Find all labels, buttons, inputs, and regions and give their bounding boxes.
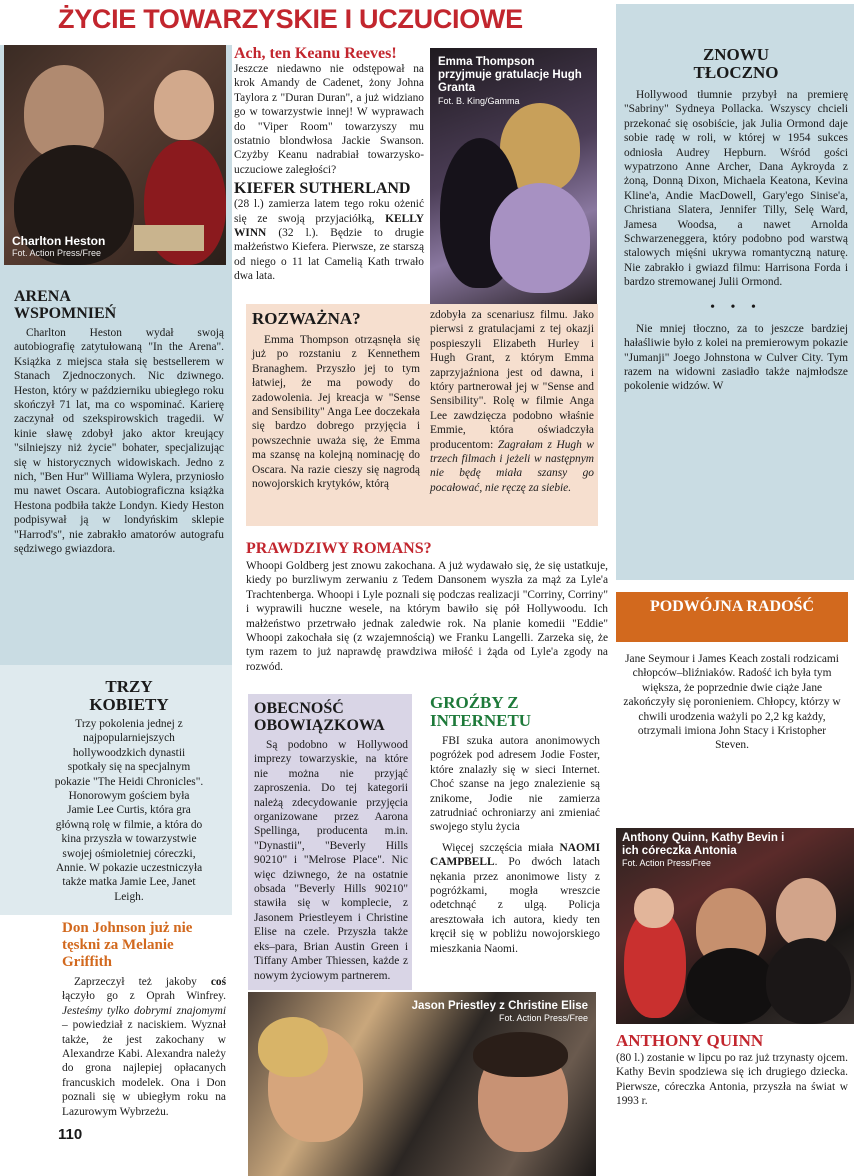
photo-caption bbox=[438, 56, 590, 107]
photo-figure bbox=[634, 888, 674, 928]
rozwazna-body: Emma Thompson otrząsnęła się już po rozstaniu z Kennethem Branaghem. Przyszło jej to tym łatwiej, że ma powody do zadowolenia. Jej kreacja w "Sense and Sensibility" Anga Lee doczekała się bardzo dobrego przyjęcia i powszechnie uważa się, że Emma ma szansę na kolejną nominację do Oscara. Na razie cieszy się nagrodą nowojorskich krytyków, którą bbox=[252, 334, 420, 491]
romans-heading: PRAWDZIWY ROMANS? bbox=[246, 540, 432, 557]
caption-credit: Fot. Action Press/Free bbox=[498, 1013, 588, 1023]
trzy-body: Trzy pokolenia jednej z najpopularniejszych hollywoodzkich dynastii spotkały się na specjalnym pokazie "The Heidi Chronicles". Honorowym gościem była Jamie Lee Curtis, która gra główną rolę w filmie, a która do kina przyszła w towarzystwie swojej ośmioletniej córeczki, Annie. W pokazie uczestniczyła także matka Jamie Lee, Janet Leigh. bbox=[54, 718, 204, 903]
romans-body: Whoopi Goldberg jest znowu zakochana. A już wydawało się, że się ustatkuje, kiedy po burzliwym zerwaniu z Tedem Dansonem wyszła za mąż za Lyle'a Trachtenberga. Whoopi i Lyle poznali się podczas realizacji "Corriny, Corriny" i wyprawili huczne wesele, na którym bawiło się pół Hollywoodu. Ich małżeństwo przetrwało jednak zaledwie rok. Na planie komedii "Eddie" Whoopi zakochała się (z wzajemnością) we Franku Langelli. Zarzeka się, że tym razem to już naprawdę prawdziwa miłość i żąda od Lyle'a zgody na rozwód. bbox=[246, 560, 608, 673]
keanu-section bbox=[234, 45, 424, 284]
podwojna-body: Jane Seymour i James Keach zostali rodzicami chłopców–bliźniaków. Radość ich była tym większa, że poprzednie dwie ciąże Jane zakończyły się poronieniem. Chłopcy, którzy w chwili urodzenia ważyli po 2,2 kg każdy, otrzymali imiona John Stacy i Kristopher Steven. bbox=[623, 653, 841, 752]
quinn-section bbox=[616, 1032, 848, 1109]
photo-jason-priestley bbox=[248, 992, 596, 1176]
romans-section bbox=[246, 540, 608, 674]
photo-charlton-heston bbox=[4, 45, 226, 265]
caption-title: Jason Priestley z Christine Elise bbox=[411, 1000, 588, 1012]
photo-figure bbox=[154, 70, 214, 140]
photo-figure bbox=[473, 1032, 568, 1077]
caption-title: Anthony Quinn, Kathy Bevin i ich córeczka Antonia bbox=[622, 832, 785, 857]
kiefer-body: (28 l.) zamierza latem tego roku ożenić się ze swoją przyjaciółką, KELLY WINN (32 l.). Będzie to drugie małżeństwo Kiefera. Pierwsze, ze starszą od niego o 11 lat Camelią Kath trwało dwa lata. bbox=[234, 198, 424, 283]
photo-caption bbox=[622, 832, 802, 869]
znowu-body-2: Nie mniej tłoczno, za to jeszcze bardziej hałaśliwie było z kolei na premierowym pokazie "Jumanji" Joego Johnstona w Culver City. Tym razem na widowni zasiadło także najmłodsze pokolenie widzów. W bbox=[624, 322, 848, 393]
grozby-body-2: Więcej szczęścia miała NAOMI CAMPBELL. Po dwóch latach nękania przez anonimowe listy z pogróżkami, mogła wreszcie odetchnąć z ulgą. Policja aresztowała ich autora, kiedy ten kręcił się w pobliżu nowojorskiego mieszkania Naomi. bbox=[430, 841, 600, 955]
caption-credit: Fot. B. King/Gamma bbox=[438, 96, 520, 106]
grozby-body: FBI szuka autora anonimowych pogróżek pod adresem Jodie Foster, które znalazły się w sieci Internet. Choć szanse na jego znalezienie są znikome, Jodie nie zamierza zatrudniać ochroniarzy ani zmieniać swojego stylu życia bbox=[430, 735, 600, 834]
keanu-body: Jeszcze niedawno nie odstępował na krok Amandy de Cadenet, żony Johna Taylora z "Duran Duran", a już widziano go w towarzystwie innej! W wyprawach do "Viper Room" towarzyszy mu ostatnio blondwłosa Jackie Swanson. Czyżby Keanu nadrabiał towarzysko-uczuciowe zaległości? bbox=[234, 63, 424, 176]
photo-caption bbox=[412, 1000, 588, 1024]
rozwazna-body-2: zdobyła za scenariusz filmu. Jako pierwsi z gratulacjami z tej okazji pospieszyli Elizabeth Hurley i Hugh Grant, z którym Emma zaprzyjaźniona jest od dawna, i który partnerował jej w "Sense and Sensibility". Rolę w filmie Anga Lee zawdzięcza podobno właśnie Emmie, która oświadczyła producentom: Zagrałam z Hugh w trzech filmach i jeżeli w następnym nie będę miała szansy go pocałować, nie ręczę za siebie. bbox=[430, 309, 595, 494]
keanu-heading: Ach, ten Keanu Reeves! bbox=[234, 45, 397, 62]
don-body: Zaprzeczył też jakoby coś łączyło go z Oprah Winfrey. Jesteśmy tylko dobrymi znajomymi – powiedział z naciskiem. Wyznał także, że jest zakochany w Alexandrze Kabi. Alexandra należy do grona najlepiej opłacanych francuskich modelek. Ona i Don poznali się w ubiegłym roku na Lazurowym Wybrzeżu. bbox=[62, 976, 226, 1118]
arena-heading: ARENA WSPOMNIEŃ bbox=[14, 288, 117, 322]
rozwazna-continued bbox=[430, 308, 594, 495]
photo-anthony-quinn bbox=[616, 828, 854, 1024]
section-separator: • • • bbox=[710, 299, 762, 315]
arena-body: Charlton Heston wydał swoją autobiografię zatytułowaną "In the Arena". Książka z miejsca stała się bestsellerem w Stanach Zjednoczonych. Nic dziwnego. Heston, który w październiku ubiegłego roku skończył 71 lat, ma co wspominać. Karierę zaczynał od szekspirowskich tragedii. W kinie sławę zdobył jako aktor kreujący "silniejszy niż życie" bohater, specjalizując się w historycznych widowiskach. Jedno z nich, "Ben Hur" Williama Wylera, przyniosło mu nawet Oscara. Autobiograficzna książka Hestona podbiła także Londyn. Kiedy Heston podpisywał ją w londyńskim sklepie "Harrod's", nie zabrakło amatorów autografu sędziwego gwiazdora. bbox=[14, 327, 224, 556]
photo-figure bbox=[490, 183, 590, 293]
rozwazna-section bbox=[252, 310, 420, 491]
kiefer-heading: KIEFER SUTHERLAND bbox=[234, 180, 411, 198]
trzy-heading: TRZY KOBIETY bbox=[89, 677, 169, 714]
caption-credit: Fot. Action Press/Free bbox=[12, 248, 102, 258]
photo-emma-thompson bbox=[430, 48, 597, 304]
photo-figure bbox=[766, 938, 851, 1024]
trzy-section bbox=[54, 678, 204, 904]
photo-figure bbox=[686, 948, 776, 1024]
obecnosc-body: Są podobno w Hollywood imprezy towarzyskie, na które nie można nie przyjąć zaproszenia. Do tej kategorii należą zdecydowanie przyjęcia organizowane przez Aarona Spellinga, producenta m.in. "Dynastii", "Beverly Hills 90210" i "Melrose Place". Nic więc dziwnego, że na ostatnie obsada "Beverly Hills 90210" stawiła się w komplecie, z Jasonem Priestleyem i Christine Elise na czele. Przyszła także eks–para, Brian Austin Green i Tiffany Amber Thiessen, każde z nowym życiowym partnerem. bbox=[254, 739, 408, 982]
don-section bbox=[62, 920, 226, 1119]
quinn-heading: ANTHONY QUINN bbox=[616, 1031, 764, 1050]
znowu-section bbox=[624, 46, 848, 394]
don-heading: Don Johnson już nie tęskni za Melanie Griffith bbox=[62, 920, 193, 970]
grozby-heading: GROŹBY Z INTERNETU bbox=[430, 693, 532, 730]
grozby-section bbox=[430, 694, 600, 956]
quinn-body: (80 l.) zostanie w lipcu po raz już trzynasty ojcem. Kathy Bevin spodziewa się ich drugiego dziecka. Pierwsze, córeczka Antonia, przyszła na świat w 1993 r. bbox=[616, 1052, 848, 1108]
photo-caption bbox=[12, 234, 105, 259]
caption-title: Emma Thompson przyjmuje gratulacje Hugh Granta bbox=[438, 56, 582, 94]
photo-book-stack bbox=[134, 225, 204, 251]
page-number: 110 bbox=[58, 1126, 83, 1143]
obecnosc-heading: OBECNOŚĆ OBOWIĄZKOWA bbox=[254, 700, 385, 734]
photo-figure bbox=[258, 1017, 328, 1077]
znowu-body: Hollywood tłumnie przybył na premierę "Sabriny" Sydneya Pollacka. Wszyscy chcieli przekonać się osobiście, jak Julia Ormond daje sobie radę w roli, w której w 1954 sukces odniosła Audrey Hepburn. Wśród gości wypatrzono Anne Archer, Dana Aykroyda z żoną, Donną Dixon, Michaela Keatona, Kevina Kline'a, Andie MacDowell, Gary'ego Sinise'a, Christiana Slatera, Jennifer Tilly, Selę Ward, Jamesa Woodsa, a nawet Arnolda Schwarzeneggera, który podobno pod warstwą stalowych mięśni ukrywa romantyczną naturę. Nie zabrakło i gwiazd filmu: Harrisona Forda i bardzo stremowanej Julii Ormond. bbox=[624, 89, 848, 289]
rozwazna-heading: ROZWAŻNA? bbox=[252, 309, 361, 328]
arena-section bbox=[14, 288, 224, 557]
caption-credit: Fot. Action Press/Free bbox=[622, 858, 712, 868]
caption-title: Charlton Heston bbox=[12, 234, 106, 248]
obecnosc-section bbox=[254, 700, 408, 983]
znowu-heading: ZNOWU TŁOCZNO bbox=[693, 45, 779, 82]
page-masthead: ŻYCIE TOWARZYSKIE I UCZUCIOWE bbox=[58, 4, 523, 34]
podwojna-heading: PODWÓJNA RADOŚĆ bbox=[649, 598, 814, 615]
